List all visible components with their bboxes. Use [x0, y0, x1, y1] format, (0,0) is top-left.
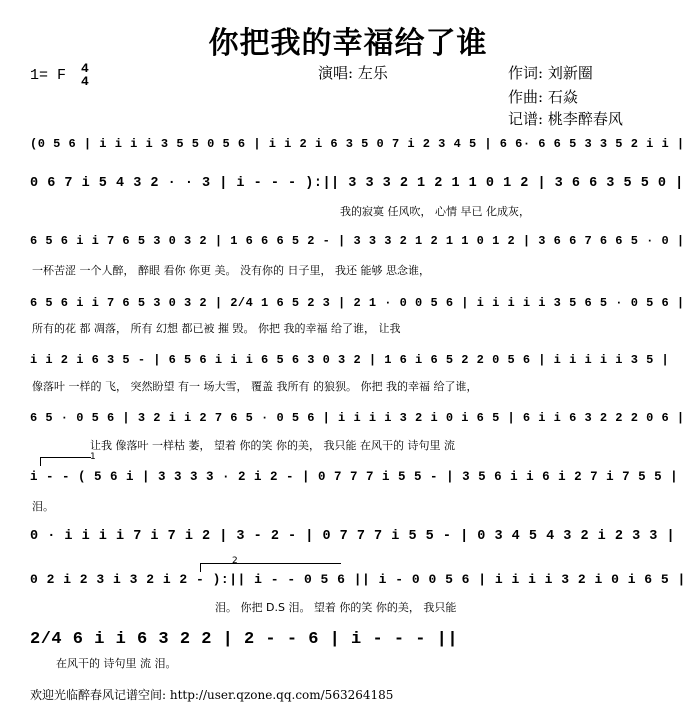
lyrics-row-4: 所有的花 都 凋落， 所有 幻想 都已被 摧 毁。 你把 我的幸福 给了谁， 让我 [32, 322, 401, 335]
song-title: 你把我的幸福给了谁 [208, 26, 488, 61]
key-label: 1= F [30, 66, 67, 84]
lyrics-row-6: 让我 像落叶 一样枯 萎， 望着 你的笑 你的美， 我只能 在风干的 诗句里 流 [90, 439, 455, 452]
volta-1-number: 1 [90, 452, 96, 462]
footer-text: 欢迎光临醉春风记谱空间: http://user.qzone.qq.com/563264185 [30, 688, 394, 702]
time-top: 4 [81, 61, 89, 76]
singer-credit: 演唱: 左乐 [318, 64, 388, 82]
lyrics-row-7: 泪。 [32, 500, 54, 513]
lyrics-row-3: 一杯苦涩 一个人醉， 醉眼 看你 你更 美。 没有你的 日子里， 我还 能够 思念谁， [32, 264, 430, 277]
transcriber-credit: 记谱: 桃李醉春风 [508, 110, 623, 128]
volta-2-number: 2 [232, 556, 238, 566]
volta-2-bracket [200, 563, 341, 572]
score-row-5: i i 2 i 6 3 5 - | 6 5 6 i i i 6 5 6 3 0 3 2 | 1 6 i 6 5 2 2 0 5 6 | i i i i i 3 5 | [30, 353, 670, 367]
lyrics-row-10: 在风干的 诗句里 流 泪。 [56, 657, 177, 670]
score-row-6: 6 5 · 0 5 6 | 3 2 i i 2 7 6 5 · 0 5 6 | i i i i 3 2 i 0 i 6 5 | 6 i i 6 3 2 2 2 0 6 | [30, 411, 685, 425]
score-row-3: 6 5 6 i i 7 6 5 3 0 3 2 | 1 6 6 6 5 2 - | 3 3 3 2 1 2 1 1 0 1 2 | 3 6 6 7 6 6 5 · 0 | [30, 234, 685, 248]
lyrics-row-9: 泪。 你把 D.S 泪。 望着 你的笑 你的美， 我只能 [215, 601, 457, 614]
lyrics-row-2: 我的寂寞 任风吹， 心情 早已 化成灰， [340, 205, 530, 218]
volta-1-bracket [40, 457, 91, 466]
composer-credit: 作曲: 石焱 [508, 88, 578, 106]
score-row-1: (0 5 6 | i i i i 3 5 5 0 5 6 | i i 2 i 6 3 5 0 7 i 2 3 4 5 | 6 6· 6 6 5 3 3 5 2 i i | [30, 137, 685, 151]
lyricist-credit: 作词: 刘新圈 [508, 64, 593, 82]
score-row-7: i - - ( 5 6 i | 3 3 3 3 · 2 i 2 - | 0 7 7 7 i 5 5 - | 3 5 6 i i 6 i 2 7 i 7 5 5 | [30, 470, 679, 484]
time-bottom: 4 [81, 74, 89, 89]
score-row-2: 0 6 7 i 5 4 3 2 · · 3 | i - - - ):|| 3 3 3 2 1 2 1 1 0 1 2 | 3 6 6 3 5 5 0 | [30, 176, 684, 191]
key-signature [30, 62, 89, 88]
time-signature [81, 62, 89, 88]
score-row-9: 0 2 i 2 3 i 3 2 i 2 - ):|| i - - 0 5 6 || i - 0 0 5 6 | i i i i 3 2 i 0 i 6 5 | [30, 572, 686, 587]
score-row-10: 2/4 6 i i 6 3 2 2 | 2 - - 6 | i - - - || [30, 630, 459, 649]
score-row-8: 0 · i i i i 7 i 7 i 2 | 3 - 2 - | 0 7 7 7 i 5 5 - | 0 3 4 5 4 3 2 i 2 3 3 | [30, 529, 676, 544]
score-row-4: 6 5 6 i i 7 6 5 3 0 3 2 | 2/4 1 6 5 2 3 | 2 1 · 0 0 5 6 | i i i i i 3 5 6 5 · 0 5 6 | [30, 296, 685, 310]
lyrics-row-5: 像落叶 一样的 飞， 突然盼望 有一 场大雪， 覆盖 我所有 的狼狈。 你把 我的幸福 给了谁， [32, 380, 478, 393]
